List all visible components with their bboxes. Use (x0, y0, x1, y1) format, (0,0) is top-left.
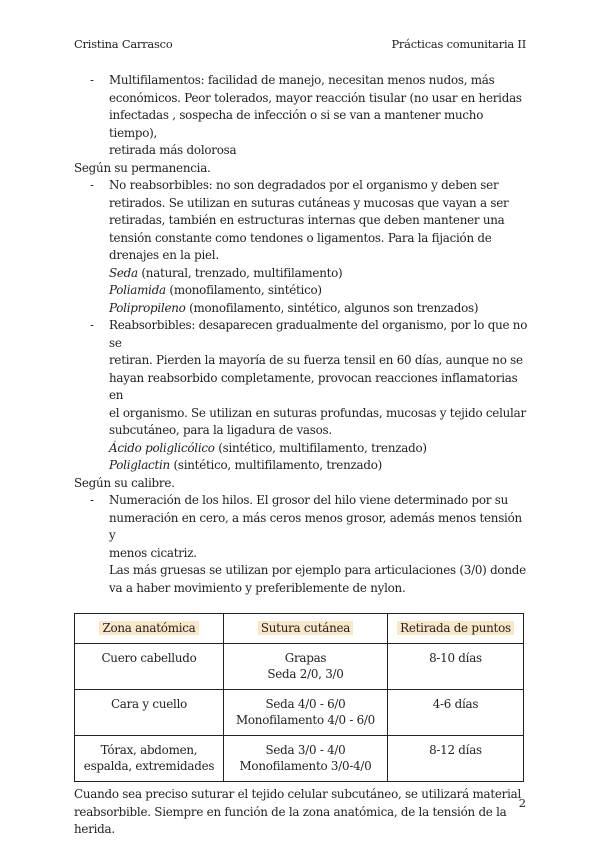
cell-line: Monofilamento 3/0-4/0 (239, 759, 372, 773)
table-row (75, 690, 524, 736)
header-sutura: Sutura cutánea (258, 621, 353, 635)
text-line: tensión constante como tendones o ligamentos. Para la fijación de (109, 230, 492, 245)
header-zona: Zona anatómica (99, 621, 198, 635)
cell-line: Tórax, abdomen, (100, 743, 198, 757)
bullet-reabsorbibles (74, 317, 529, 475)
cell-line: Monofilamento 4/0 - 6/0 (235, 713, 376, 727)
text-line: retirados. Se utilizan en suturas cutáneas y mucosas que vayan a ser (109, 195, 509, 210)
text-line: económicos. Peor tolerados, mayor reacción tisular (no usar en heridas (109, 90, 522, 105)
material-item (109, 282, 529, 300)
cell-line: 4-6 días (432, 697, 479, 711)
text-line: Numeración de los hilos. El grosor del hilo viene determinado por su (109, 493, 508, 507)
header-retirada: Retirada de puntos (397, 621, 514, 635)
cell-sutura (224, 736, 388, 782)
sutures-table (74, 613, 524, 782)
cell-line: 8-12 días (429, 743, 482, 757)
material-name: Seda (109, 265, 138, 280)
cell-line: 8-10 días (429, 651, 482, 665)
text-line: menos cicatriz. (109, 545, 197, 560)
text-line: Reabsorbibles: desaparecen gradualmente del organismo, por lo que no se (109, 318, 528, 350)
material-name: Ácido poliglicólico (109, 440, 215, 455)
text-line: subcutáneo, para la ligadura de vasos. (109, 423, 332, 437)
header-author: Cristina Carrasco (74, 37, 173, 51)
material-desc: (sintético, multifilamento, trenzado) (169, 458, 382, 472)
text-line: hayan reabsorbido completamente, provocan reacciones inflamatorias en (109, 370, 518, 402)
text-line: infectadas , sospecha de infección o si se van a mantener mucho tiempo), (109, 108, 484, 140)
text-line: retiradas, también en estructuras internas que deben mantener una (109, 213, 505, 227)
text-line: reabsorbible. Siempre en función de la zona anatómica, de la tensión de la (74, 804, 507, 819)
cell-zona (75, 690, 224, 736)
bullet-numeracion (74, 492, 529, 597)
text-line: numeración en cero, a más ceros menos grosor, además menos tensión y (109, 510, 522, 542)
table-row (75, 736, 524, 782)
text-line: Cuando sea preciso suturar el tejido celular subcutáneo, se utilizará material (74, 787, 522, 801)
cell-line: Cara y cuello (110, 697, 188, 711)
page-header (74, 37, 526, 53)
cell-line: Seda 4/0 - 6/0 (265, 697, 346, 711)
table-header-row (75, 614, 524, 644)
material-desc: (monofilamento, sintético) (165, 283, 322, 297)
table-row (75, 644, 524, 690)
section-title-permanencia: Según su permanencia. (74, 160, 211, 175)
text-line: el organismo. Se utilizan en suturas profundas, mucosas y tejido celular (109, 405, 526, 420)
material-item (109, 457, 529, 475)
closing-paragraph (74, 786, 529, 839)
table-header-cell (224, 614, 388, 644)
cell-zona (75, 644, 224, 690)
text-line: herida. (74, 822, 115, 836)
cell-line: espalda, extremidades (83, 759, 215, 773)
cell-retirada (388, 690, 524, 736)
text-line: No reabsorbibles: no son degradados por el organismo y deben ser (109, 178, 499, 192)
text-line: Multifilamentos: facilidad de manejo, necesitan menos nudos, más (109, 73, 495, 87)
bullet-dash: - (90, 178, 94, 192)
bullet-dash: - (90, 73, 94, 87)
table-header-cell (75, 614, 224, 644)
bullet-dash: - (90, 318, 94, 332)
material-name: Poliamida (109, 283, 166, 297)
cell-zona (75, 736, 224, 782)
text-line: retiran. Pierden la mayoría de su fuerza tensil en 60 días, aunque no se (109, 353, 523, 367)
text-line: Las más gruesas se utilizan por ejemplo para articulaciones (3/0) donde (109, 563, 526, 577)
cell-line: Seda 2/0, 3/0 (267, 667, 344, 681)
bullet-multifilamentos (74, 72, 529, 160)
text-line: drenajes en la piel. (109, 248, 219, 262)
table-header-cell (388, 614, 524, 644)
material-item (109, 300, 529, 318)
text-line: retirada más dolorosa (109, 143, 237, 157)
material-desc: (sintético, multifilamento, trenzado) (214, 440, 427, 455)
material-desc: (monofilamento, sintético, algunos son trenzados) (185, 300, 479, 315)
material-item (109, 440, 529, 458)
cell-line: Seda 3/0 - 4/0 (265, 743, 346, 757)
cell-line: Cuero cabelludo (101, 651, 197, 665)
section-title-calibre: Según su calibre. (74, 475, 175, 490)
material-name: Poliglactin (109, 458, 170, 472)
page-content (74, 72, 529, 839)
cell-line: Grapas (284, 651, 327, 665)
page-number: 2 (518, 796, 526, 810)
material-item (109, 265, 529, 283)
cell-retirada (388, 644, 524, 690)
text-line: va a haber movimiento y preferiblemente de nylon. (109, 580, 406, 595)
cell-retirada (388, 736, 524, 782)
cell-sutura (224, 690, 388, 736)
bullet-dash: - (90, 493, 94, 507)
cell-sutura (224, 644, 388, 690)
material-name: Polipropileno (109, 300, 186, 315)
material-desc: (natural, trenzado, multifilamento) (137, 265, 343, 280)
bullet-no-reabsorbibles (74, 177, 529, 317)
header-course: Prácticas comunitaria II (391, 37, 526, 51)
